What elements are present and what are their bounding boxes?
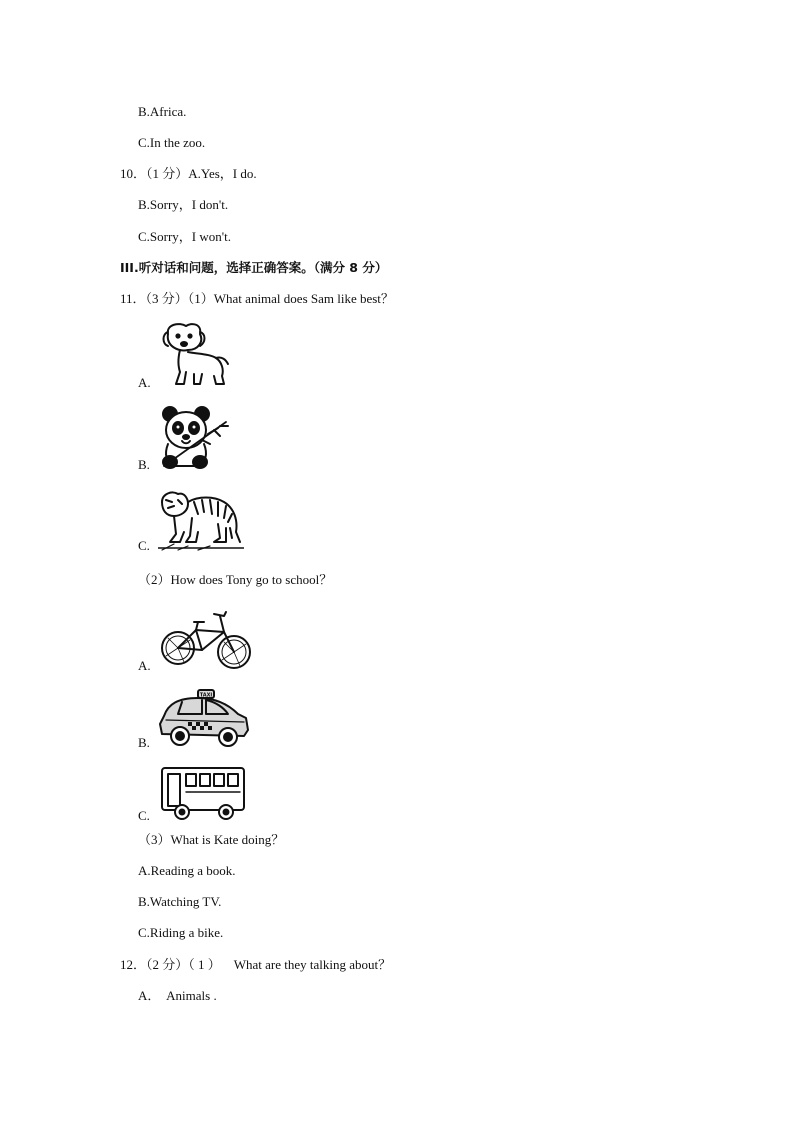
q11-stem: 11．（3 分）（1）What animal does Sam like best？ <box>120 291 394 306</box>
q11-3-option-a: A.Reading a book. <box>138 863 236 878</box>
q10-option-c: C.Sorry，I won't. <box>138 229 231 244</box>
q11-1-option-c-label: C. <box>138 538 150 553</box>
q11-3-option-b: B.Watching TV. <box>138 894 222 909</box>
q12-stem: 12．（2 分）（ 1 ） What are they talking about？ <box>120 957 392 972</box>
taxi-icon <box>158 688 250 748</box>
q11-2-option-a-label: A. <box>138 658 151 673</box>
q11-2-question: （2）How does Tony go to school？ <box>138 572 333 587</box>
bus-icon <box>158 764 248 822</box>
q10-option-b: B.Sorry，I don't. <box>138 197 229 212</box>
dog-icon <box>158 320 230 388</box>
q11-2-option-b-label: B. <box>138 735 150 750</box>
q11-3-question: （3）What is Kate doing？ <box>138 832 285 847</box>
q10-stem-option-a: 10．（1 分）A.Yes，I do. <box>120 166 257 181</box>
q9-option-c: C.In the zoo. <box>138 135 206 150</box>
q11-1-option-b-label: B. <box>138 457 150 472</box>
q11-3-option-c: C.Riding a bike. <box>138 925 224 940</box>
bicycle-icon <box>158 602 254 672</box>
q9-option-b: B.Africa. <box>138 104 187 119</box>
section-3-heading: III.听对话和问题，选择正确答案。（满分 8 分） <box>120 260 388 275</box>
q12-option-a: A． Animals . <box>138 988 217 1003</box>
q11-1-option-a-label: A. <box>138 375 151 390</box>
panda-icon <box>158 404 230 470</box>
tiger-icon <box>158 488 244 552</box>
taxi-sign-text: TAXI <box>199 692 213 699</box>
q11-2-option-c-label: C. <box>138 808 150 823</box>
